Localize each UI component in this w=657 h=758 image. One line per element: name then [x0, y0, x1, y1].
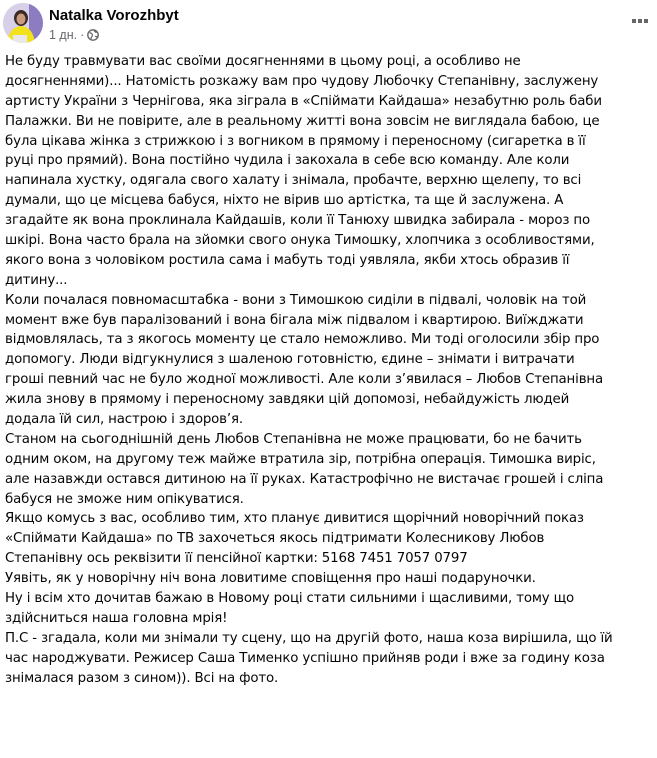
- post-line: артисту України з Чернігова, яка зіграла в «Спіймати Кайдаша» незабутню роль баби: [5, 93, 602, 109]
- post-line: додала їй сил, настрою і здоров’я.: [5, 412, 243, 428]
- post-line: якого вона з чоловіком ростила сама і мабуть тоді уявляла, якби хтось образив її: [5, 252, 570, 268]
- post-meta: [49, 28, 99, 42]
- post-line: П.С - згадала, коли ми знімали ту сцену, що на другій фото, наша коза вирішила, що їй: [5, 630, 613, 646]
- post-line: Палажки. Ви не повірите, але в реальному житті вона зовсім не виглядала бабою, це: [5, 113, 600, 129]
- post-line: думали, що це місцева бабуся, ніхто не вірив шо артістка, та ще й заслужена. А: [5, 193, 564, 209]
- author-avatar[interactable]: [3, 3, 43, 43]
- post-line: згадайте як вона проклинала Кайдашів, коли її Танюху швидка забирала - мороз по: [5, 213, 590, 229]
- post-line: шкірі. Вона часто брала на зйомки свого онука Тимошку, хлопчика з особливостями,: [5, 233, 595, 249]
- post-line: знімалася разом з сином)). Всі на фото.: [5, 670, 279, 686]
- post-line: Якщо комусь з вас, особливо тим, хто планує дивитися щорічний новорічний показ: [5, 511, 584, 527]
- post-line: гроші певний час не було жодної можливості. Але коли з’явилася – Любов Степанівна: [5, 372, 604, 388]
- post-line: допомогу. Люди відгукнулися з шаленою готовністю, єдине – знімати і витрачати: [5, 352, 575, 368]
- post-line: Степанівну ось реквізити її пенсійної картки: 5168 7451 7057 0797: [5, 551, 468, 567]
- post-line: відмовлялась, та з якогось моменту це стало неможливо. Ми тоді оголосили збір про: [5, 332, 600, 348]
- post-line: дитину...: [5, 272, 68, 288]
- post-header: [0, 0, 657, 50]
- post-line: «Спіймати Кайдаша» по ТВ захочеться якось підтримати Колесникову Любов: [5, 531, 545, 547]
- avatar-image: [3, 3, 43, 43]
- more-options-button[interactable]: [632, 17, 652, 25]
- post-line: досягненнями)... Натомість розкажу вам про чудову Любочку Степанівну, заслужену: [5, 73, 599, 89]
- post-line: але назавжди остався дитиною на її руках. Катастрофічно не вистачає грошей і сліпа: [5, 471, 604, 487]
- more-options-icon: [632, 19, 636, 23]
- post-line: здійсниться наша головна мрія!: [5, 610, 228, 626]
- post-line: бабуся не зможе ним опікуватися.: [5, 491, 244, 507]
- post-line: Ну і всім хто дочитав бажаю в Новому році стати сильними і щасливими, тому що: [5, 591, 575, 607]
- post-line: Станом на сьогоднішній день Любов Степанівна не може працювати, бо не бачить: [5, 431, 582, 447]
- globe-icon[interactable]: [87, 29, 99, 41]
- post-line: одним оком, на другому теж майже втратила зір, потрібна операція. Тимошка виріс,: [5, 451, 596, 467]
- post-text: [5, 52, 655, 689]
- post-line: напинала хустку, одягала свого халату і знімала, пробачте, верхню щелепу, то всі: [5, 173, 582, 189]
- more-dot: [638, 19, 642, 23]
- post-line: руці про прямий). Вона постійно чудила і закохала в себе всю команду. Але коли: [5, 153, 570, 169]
- post-line: Коли почалася повномасштабка - вони з Тимошкою сиділи в підвалі, чоловік на той: [5, 292, 587, 308]
- post-line: жила знову в прямому і переносному завдяки цій допомозі, небайдужість людей: [5, 392, 570, 408]
- post-line: Не буду травмувати вас своїми досягненнями в цьому році, а особливо не: [5, 54, 521, 69]
- more-dot: [644, 19, 648, 23]
- post-line: час народжувати. Режисер Саша Тименко успішно прийняв роди і вже за годину коза: [5, 650, 605, 666]
- post-line: була цікава жінка з стрижкою і з вогником в прямому і переносному (сигаретка в її: [5, 133, 586, 149]
- author-name[interactable]: Natalka Vorozhbyt: [49, 7, 179, 24]
- post-line: момент вже був паралізований і вона бігала між підвалом і квартирою. Виїжджати: [5, 312, 584, 328]
- meta-separator: ·: [80, 28, 85, 42]
- post-time[interactable]: 1 дн.: [49, 28, 78, 42]
- post-line: Уявіть, як у новорічну ніч вона ловитиме сповіщення про наші подаруночки.: [5, 571, 536, 587]
